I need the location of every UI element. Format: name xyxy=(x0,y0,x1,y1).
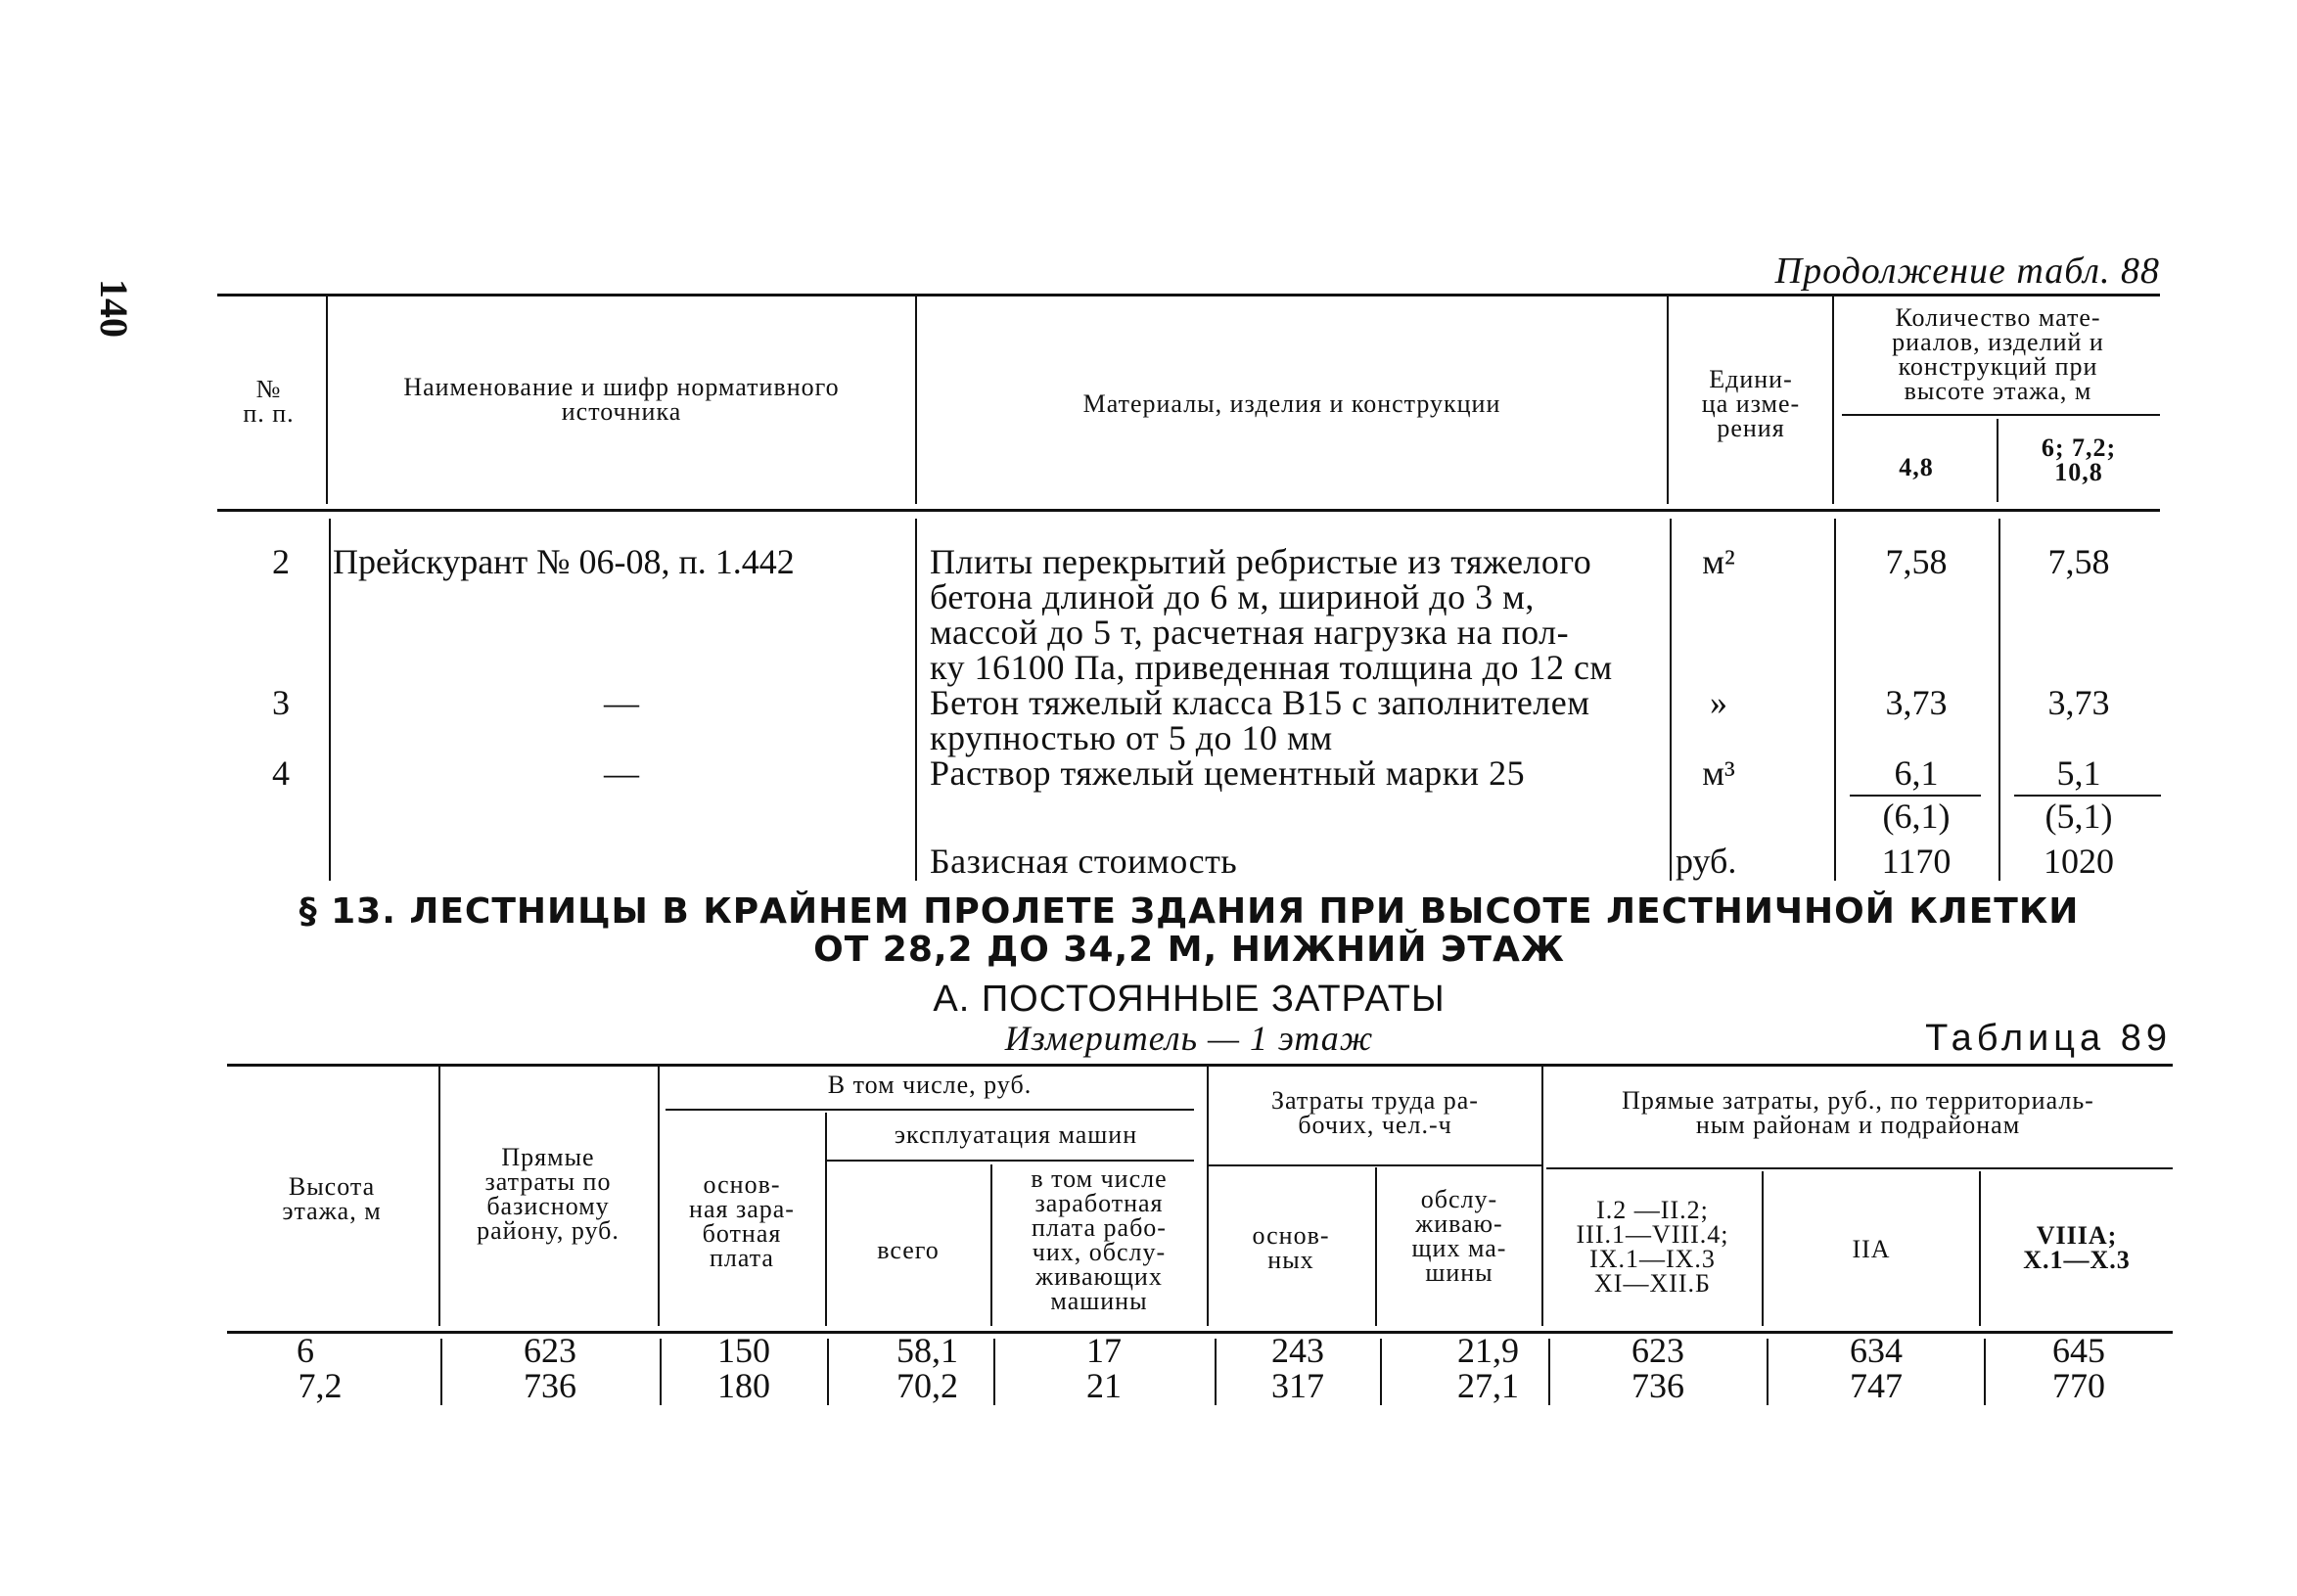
t89-row-serv: 21,9 xyxy=(1457,1331,1519,1370)
t89-top-rule xyxy=(227,1064,2173,1067)
t88-row-source: — xyxy=(604,683,639,722)
t88-header-qty: Количество мате- риалов, изделий и конструкций при высоте этажа, м xyxy=(1892,303,2104,405)
t89-row-r1: 736 xyxy=(1631,1366,1684,1405)
t89-row-direct: 736 xyxy=(524,1366,576,1405)
section-title-line2: ОТ 28,2 ДО 34,2 М, НИЖНИЙ ЭТАЖ xyxy=(813,930,1565,970)
t88-vline xyxy=(915,519,917,881)
t88-vline xyxy=(1667,294,1669,504)
t89-header-serv: обслу- живаю- щих ма- шины xyxy=(1411,1185,1507,1287)
t89-row-wage: 180 xyxy=(717,1366,770,1405)
t89-header-wage: основ- ная зара- ботная плата xyxy=(689,1170,795,1272)
t88-base-v2: 1020 xyxy=(2044,842,2114,881)
t88-row-num: 3 xyxy=(272,683,290,722)
t89-row-r2: 634 xyxy=(1850,1331,1903,1370)
t88-row-v1: 7,58 xyxy=(1885,542,1948,581)
t89-header-r3: VIIIA; X.1—X.3 xyxy=(2023,1221,2131,1274)
t89-header-machines: эксплуатация машин xyxy=(894,1120,1138,1149)
t89-row-mwage: 17 xyxy=(1086,1331,1122,1370)
t88-row-v1-bracket: (6,1) xyxy=(1882,797,1951,836)
t88-row-unit: м² xyxy=(1702,542,1735,581)
t88-row-num: 2 xyxy=(272,542,290,581)
t88-header-unit: Едини- ца изме- рения xyxy=(1701,365,1801,442)
t89-row-main: 317 xyxy=(1271,1366,1324,1405)
page-number: 140 xyxy=(92,279,136,338)
t89-row-mwage: 21 xyxy=(1086,1366,1122,1405)
t89-row-r1: 623 xyxy=(1631,1331,1684,1370)
t88-row-num: 4 xyxy=(272,753,290,793)
t88-row-v2-bracket: (5,1) xyxy=(2044,797,2113,836)
t88-base-desc: Базисная стоимость xyxy=(930,842,1238,881)
t89-row-wage: 150 xyxy=(717,1331,770,1370)
t88-header-materials: Материалы, изделия и конструкции xyxy=(1082,389,1501,418)
t88-row-v2: 7,58 xyxy=(2047,542,2110,581)
t88-base-unit: руб. xyxy=(1676,842,1737,881)
t88-row-desc: Плиты перекрытий ребристые из тяжелого бетона длиной до 6 м, шириной до 3 м, массой до 5 т, расчетная нагрузка на пол- ку 16100 Па, приведенная толщина до 12 см xyxy=(930,542,1613,687)
table-89-label: Таблица 89 xyxy=(1925,1018,2172,1059)
t89-row-main: 243 xyxy=(1271,1331,1324,1370)
t88-header-num: № п. п. xyxy=(243,375,295,428)
t88-row-desc: Бетон тяжелый класса В15 с заполнителем крупностью от 5 до 10 мм xyxy=(930,683,1590,757)
t89-header-incl: В том числе, руб. xyxy=(827,1071,1033,1099)
t89-row-direct: 623 xyxy=(524,1331,576,1370)
t88-row-desc: Раствор тяжелый цементный марки 25 xyxy=(930,753,1526,793)
t88-row-unit: » xyxy=(1710,683,1727,722)
t88-row-v1: 6,1 xyxy=(1894,753,1939,793)
t88-row-source: Прейскурант № 06-08, п. 1.442 xyxy=(333,542,795,581)
t88-row-unit: м³ xyxy=(1702,753,1735,793)
t88-header-h1: 4,8 xyxy=(1899,453,1934,481)
t89-subrule xyxy=(1546,1167,2173,1169)
t89-subrule xyxy=(666,1109,1194,1111)
t89-subrule xyxy=(1209,1164,1541,1166)
section-subtitle: А. ПОСТОЯННЫЕ ЗАТРАТЫ xyxy=(933,979,1446,1020)
t89-header-mwage: в том числе заработная плата рабо- чих, обслу- живающих машины xyxy=(1031,1164,1168,1315)
t88-header-h2: 6; 7,2; 10,8 xyxy=(2041,433,2117,486)
t89-header-regional: Прямые затраты, руб., по территориаль- ным районам и подрайонам xyxy=(1622,1086,2094,1139)
t89-header-r1: I.2 —II.2; III.1—VIII.4; IX.1—IX.3 XI—XII.Б xyxy=(1576,1196,1729,1298)
t88-qty-subrule xyxy=(1842,414,2160,416)
t89-subrule xyxy=(827,1160,1194,1162)
t89-row-r3: 770 xyxy=(2052,1366,2105,1405)
t88-header-rule xyxy=(217,509,2160,512)
t88-row-v1: 3,73 xyxy=(1885,683,1948,722)
t89-row-serv: 27,1 xyxy=(1457,1366,1519,1405)
t88-row-source: — xyxy=(604,753,639,793)
t88-base-v1: 1170 xyxy=(1881,842,1952,881)
section-title-line1: § 13. ЛЕСТНИЦЫ В КРАЙНЕМ ПРОЛЕТЕ ЗДАНИЯ ПРИ ВЫСОТЕ ЛЕСТНИЧНОЙ КЛЕТКИ xyxy=(299,891,2080,932)
t89-header-direct: Прямые затраты по базисному району, руб. xyxy=(477,1143,620,1245)
t88-vline xyxy=(915,294,917,504)
t88-vline xyxy=(1997,419,1998,502)
t89-row-r3: 645 xyxy=(2052,1331,2105,1370)
t88-row-v2: 3,73 xyxy=(2047,683,2110,722)
t88-top-rule xyxy=(217,294,2160,296)
continuation-label: Продолжение табл. 88 xyxy=(1774,251,2160,292)
t89-row-height: 6 xyxy=(297,1331,314,1370)
t89-row-r2: 747 xyxy=(1850,1366,1903,1405)
t89-header-total: всего xyxy=(877,1236,940,1264)
t89-header-height: Высота этажа, м xyxy=(282,1172,382,1225)
t89-row-total: 58,1 xyxy=(896,1331,958,1370)
t89-header-r2: IIA xyxy=(1852,1235,1891,1263)
t88-vline xyxy=(1832,294,1834,504)
t89-header-labor: Затраты труда ра- бочих, чел.-ч xyxy=(1271,1086,1479,1139)
t88-row-v2: 5,1 xyxy=(2056,753,2101,793)
t88-vline xyxy=(326,294,328,504)
t89-row-height: 7,2 xyxy=(298,1366,343,1405)
t88-header-source: Наименование и шифр нормативного источника xyxy=(403,373,840,426)
t89-row-total: 70,2 xyxy=(896,1366,958,1405)
t89-header-main: основ- ных xyxy=(1252,1221,1330,1274)
measure-label: Измеритель — 1 этаж xyxy=(1004,1019,1374,1058)
